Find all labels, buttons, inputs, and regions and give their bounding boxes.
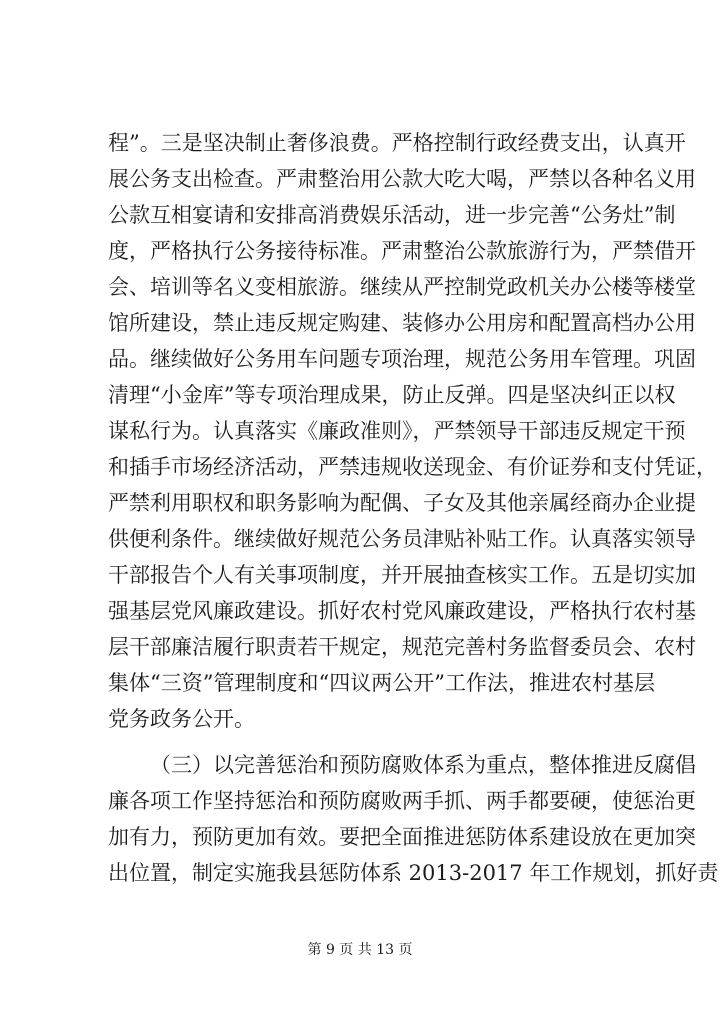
text-line: 出位置，制定实施我县惩防体系 2013-2017 年工作规划，抓好责 bbox=[108, 861, 719, 885]
text-line: 展公务支出检查。严肃整治用公款大吃大喝，严禁以各种名义用 bbox=[108, 167, 696, 191]
text-line: 谋私行为。认真落实《廉政准则》，严禁领导干部违反规定干预 bbox=[108, 419, 686, 443]
text-line: 会、培训等名义变相旅游。继续从严控制党政机关办公楼等楼堂 bbox=[108, 275, 696, 299]
text-line: 加有力，预防更加有效。要把全面推进惩防体系建设放在更加突 bbox=[108, 825, 696, 849]
text-line: 党务政务公开。 bbox=[108, 707, 255, 731]
text-line: 公款互相宴请和安排高消费娱乐活动，进一步完善“公务灶”制 bbox=[108, 203, 676, 227]
text-line: 强基层党风廉政建设。抓好农村党风廉政建设，严格执行农村基 bbox=[108, 599, 696, 623]
text-line: 度，严格执行公务接待标准。严肃整治公款旅游行为，严禁借开 bbox=[108, 239, 696, 263]
text-line: 和插手市场经济活动，严禁违规收送现金、有价证券和支付凭证， bbox=[108, 455, 717, 479]
text-line: 程”。三是坚决制止奢侈浪费。严格控制行政经费支出，认真开 bbox=[108, 131, 686, 155]
text-line: 馆所建设，禁止违反规定购建、装修办公用房和配置高档办公用 bbox=[108, 311, 696, 335]
text-line: 干部报告个人有关事项制度，并开展抽查核实工作。五是切实加 bbox=[108, 563, 696, 587]
text-line: 严禁利用职权和职务影响为配偶、子女及其他亲属经商办企业提 bbox=[108, 491, 696, 515]
text-line: 品。继续做好公务用车问题专项治理，规范公务用车管理。巩固 bbox=[108, 347, 696, 371]
text-line: （三）以完善惩治和预防腐败体系为重点，整体推进反腐倡 bbox=[150, 753, 696, 777]
text-line: 清理“小金库”等专项治理成果，防止反弹。四是坚决纠正以权 bbox=[108, 383, 676, 407]
text-line: 廉各项工作坚持惩治和预防腐败两手抓、两手都要硬，使惩治更 bbox=[108, 789, 696, 813]
page-number-footer: 第 9 页 共 13 页 bbox=[307, 942, 413, 958]
text-line: 集体“三资”管理制度和“四议两公开”工作法，推进农村基层 bbox=[108, 671, 655, 695]
text-line: 层干部廉洁履行职责若干规定，规范完善村务监督委员会、农村 bbox=[108, 635, 696, 659]
text-line: 供便利条件。继续做好规范公务员津贴补贴工作。认真落实领导 bbox=[108, 527, 696, 551]
